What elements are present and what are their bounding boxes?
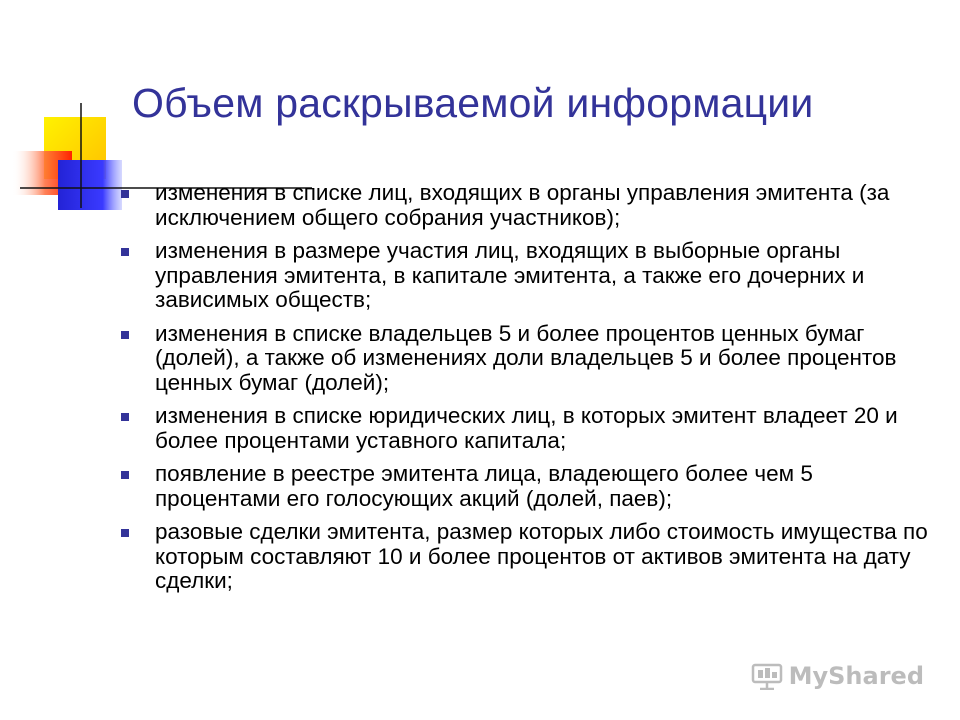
list-item-text: изменения в размере участия лиц, входящих в выборные органы управления эмитента, в капитале эмитента, а также его дочерних и зависимых обществ; [155, 238, 865, 312]
presentation-board-icon [751, 662, 783, 690]
list-item-text: изменения в списке владельцев 5 и более процентов ценных бумаг (долей), а также об изменениях доли владельцев 5 и более процентов ценных бумаг (долей); [155, 320, 897, 395]
list-item-text: появление в реестре эмитента лица, владеющего более чем 5 процентами его голосующих акций (долей, паев); [155, 461, 813, 511]
bullet-list [118, 181, 928, 603]
list-item-text: разовые сделки эмитента, размер которых либо стоимость имущества по которым составляют 10 и более процентов от активов эмитента на дату сделки; [155, 519, 928, 593]
list-item-text: изменения в списке лиц, входящих в органы управления эмитента (за исключением общего собрания участников); [155, 180, 890, 230]
square-bullet-icon [121, 190, 129, 198]
decor-blue-square [58, 160, 122, 210]
decor-yellow-square [44, 117, 106, 179]
list-item [118, 520, 928, 594]
square-bullet-icon [121, 248, 129, 256]
watermark-logo [751, 662, 924, 690]
list-item [118, 404, 928, 453]
list-item [118, 181, 928, 230]
square-bullet-icon [121, 471, 129, 479]
list-item-text: изменения в списке юридических лиц, в которых эмитент владеет 20 и более процентами уставного капитала; [155, 403, 898, 453]
list-item [118, 322, 928, 396]
square-bullet-icon [121, 331, 129, 339]
decor-red-square [12, 151, 72, 195]
list-item [118, 239, 928, 313]
watermark-text: MyShared [788, 662, 924, 690]
slide-title: Объем раскрываемой информации [132, 80, 814, 126]
square-bullet-icon [121, 529, 129, 537]
list-item [118, 462, 928, 511]
square-bullet-icon [121, 413, 129, 421]
